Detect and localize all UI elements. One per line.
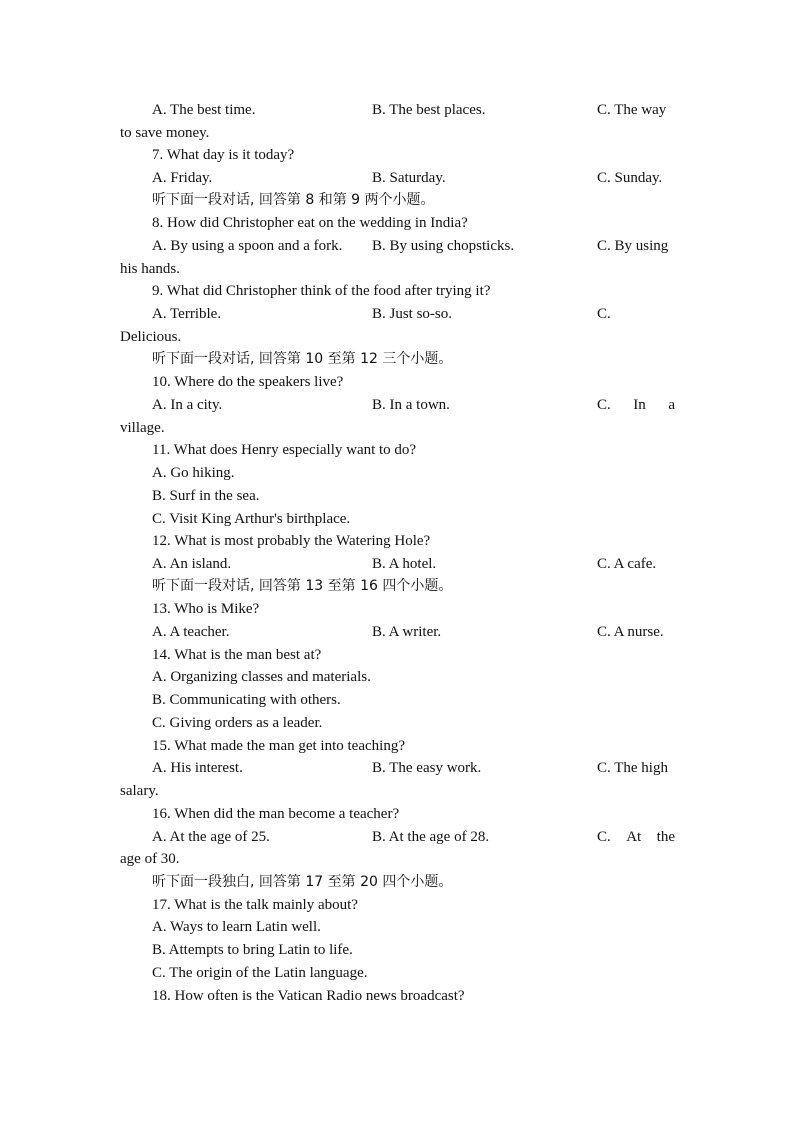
- q14-question: 14. What is the man best at?: [152, 647, 322, 663]
- word: a: [668, 397, 675, 413]
- q11-option-a: A. Go hiking.: [152, 465, 235, 481]
- q9-option-c: C.: [597, 306, 611, 322]
- q17-option-b: B. Attempts to bring Latin to life.: [152, 942, 353, 958]
- q14-option-b: B. Communicating with others.: [152, 692, 341, 708]
- q12-question: 12. What is most probably the Watering Hole?: [152, 533, 431, 549]
- q9-question: 9. What did Christopher think of the food after trying it?: [152, 283, 491, 299]
- q16-question: 16. When did the man become a teacher?: [152, 806, 400, 822]
- word: the: [656, 829, 675, 845]
- q8-question: 8. How did Christopher eat on the wedding in India?: [152, 215, 468, 231]
- q7-question: 7. What day is it today?: [152, 147, 295, 163]
- q10-option-a: A. In a city.: [152, 397, 223, 413]
- q8-option-a: A. By using a spoon and a fork.: [152, 238, 343, 254]
- section-instruction: 听下面一段独白, 回答第 17 至第 20 四个小题。: [152, 874, 453, 890]
- word: In: [633, 397, 646, 413]
- section-instruction: 听下面一段对话, 回答第 13 至第 16 四个小题。: [152, 578, 453, 594]
- q18-question: 18. How often is the Vatican Radio news broadcast?: [152, 988, 465, 1004]
- q6-option-a: A. The best time.: [152, 102, 256, 118]
- q15-option-a: A. His interest.: [152, 760, 243, 776]
- q16-option-c: [597, 828, 675, 846]
- q6-option-c-continued: to save money.: [120, 125, 210, 141]
- section-instruction: 听下面一段对话, 回答第 10 至第 12 三个小题。: [152, 351, 453, 367]
- q8-option-b: B. By using chopsticks.: [372, 238, 515, 254]
- q14-option-c: C. Giving orders as a leader.: [152, 715, 323, 731]
- q15-option-c: C. The high: [597, 760, 668, 776]
- q17-option-c: C. The origin of the Latin language.: [152, 965, 368, 981]
- q17-option-a: A. Ways to learn Latin well.: [152, 919, 321, 935]
- q8-option-c: C. By using: [597, 238, 669, 254]
- q13-option-c: C. A nurse.: [597, 624, 664, 640]
- q15-option-c-continued: salary.: [120, 783, 159, 799]
- q13-question: 13. Who is Mike?: [152, 601, 260, 617]
- q10-question: 10. Where do the speakers live?: [152, 374, 344, 390]
- q16-option-a: A. At the age of 25.: [152, 829, 270, 845]
- q16-option-c-continued: age of 30.: [120, 851, 180, 867]
- q8-option-c-continued: his hands.: [120, 261, 180, 277]
- word: C.: [597, 829, 611, 845]
- q10-option-c-continued: village.: [120, 420, 165, 436]
- q11-question: 11. What does Henry especially want to do?: [152, 442, 417, 458]
- q9-option-c-continued: Delicious.: [120, 329, 182, 345]
- q13-option-b: B. A writer.: [372, 624, 442, 640]
- q15-question: 15. What made the man get into teaching?: [152, 738, 405, 754]
- q7-option-c: C. Sunday.: [597, 170, 663, 186]
- section-instruction: 听下面一段对话, 回答第 8 和第 9 两个小题。: [152, 192, 435, 208]
- q6-option-b: B. The best places.: [372, 102, 486, 118]
- q9-option-b: B. Just so-so.: [372, 306, 453, 322]
- word: C.: [597, 397, 611, 413]
- q15-option-b: B. The easy work.: [372, 760, 482, 776]
- q11-option-c: C. Visit King Arthur's birthplace.: [152, 511, 351, 527]
- q6-option-c: C. The way: [597, 102, 667, 118]
- q7-option-a: A. Friday.: [152, 170, 213, 186]
- q16-option-b: B. At the age of 28.: [372, 829, 490, 845]
- q12-option-a: A. An island.: [152, 556, 232, 572]
- q14-option-a: A. Organizing classes and materials.: [152, 669, 371, 685]
- word: At: [626, 829, 642, 845]
- q11-option-b: B. Surf in the sea.: [152, 488, 260, 504]
- q7-option-b: B. Saturday.: [372, 170, 446, 186]
- q17-question: 17. What is the talk mainly about?: [152, 897, 358, 913]
- q10-option-c: [597, 396, 675, 414]
- q13-option-a: A. A teacher.: [152, 624, 230, 640]
- q10-option-b: B. In a town.: [372, 397, 450, 413]
- q12-option-b: B. A hotel.: [372, 556, 437, 572]
- q12-option-c: C. A cafe.: [597, 556, 657, 572]
- q9-option-a: A. Terrible.: [152, 306, 222, 322]
